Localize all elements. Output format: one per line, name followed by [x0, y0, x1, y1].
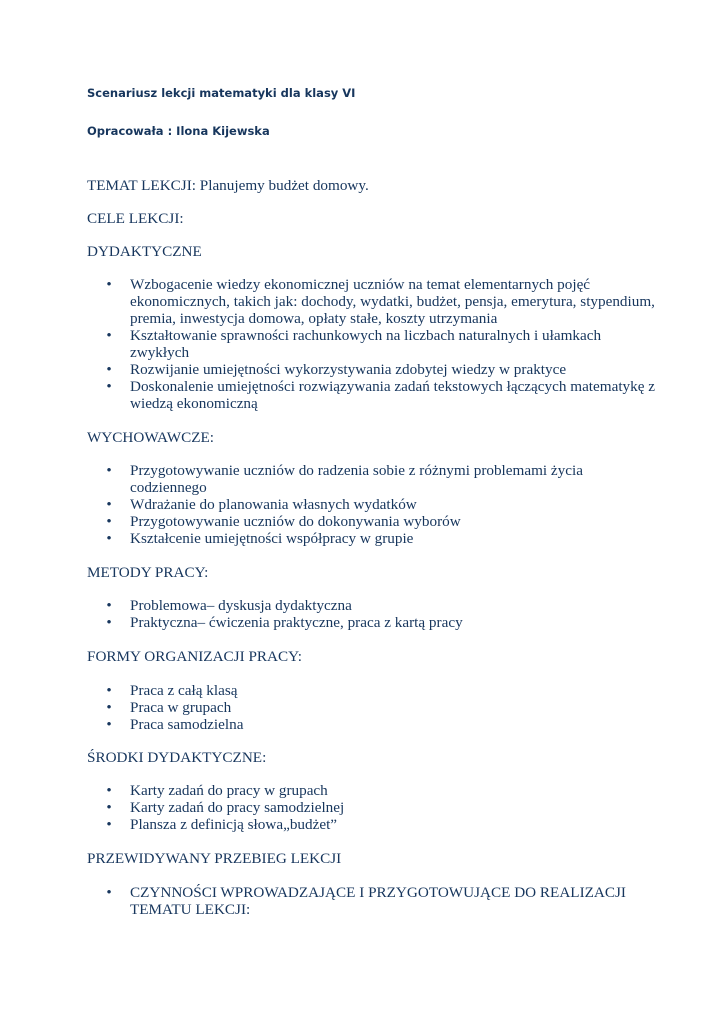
list-item-text: Problemowa– dyskusja dydaktyczna — [130, 597, 352, 614]
list-item-text: Praca z całą klasą — [130, 682, 238, 699]
bullet-icon: • — [106, 682, 112, 699]
bullet-icon: • — [106, 597, 112, 614]
list-item — [104, 716, 660, 733]
list-item — [104, 327, 660, 361]
list-item-text: Wdrażanie do planowania własnych wydatków — [130, 496, 417, 513]
list-item-text: Wzbogacenie wiedzy ekonomicznej uczniów na temat elementarnych pojęć ekonomicznych, takich jak: dochody, wydatki, budżet, pensja, emerytura, stypendium, premia, inwestycja domowa, opłaty stałe, koszty utrzymania — [130, 276, 655, 327]
list-item — [104, 530, 660, 547]
bullet-icon: • — [106, 462, 112, 479]
list-item — [104, 462, 660, 496]
bullet-icon: • — [106, 513, 112, 530]
list-item — [104, 699, 660, 716]
list-item-text: Praca samodzielna — [130, 716, 244, 733]
list-item — [104, 496, 660, 513]
bullet-icon: • — [106, 496, 112, 513]
bullet-icon: • — [106, 276, 112, 293]
list-item-text: Kształtowanie sprawności rachunkowych na liczbach naturalnych i ułamkach zwykłych — [130, 327, 602, 361]
forms-heading: FORMY ORGANIZACJI PRACY: — [87, 648, 302, 665]
list-item — [104, 597, 660, 614]
list-item-text: Plansza z definicją słowa„budżet” — [130, 816, 338, 833]
forms-list — [104, 682, 660, 733]
bullet-icon: • — [106, 361, 112, 378]
bullet-icon: • — [106, 782, 112, 799]
list-item-text: CZYNNOŚCI WPROWADZAJĄCE I PRZYGOTOWUJĄCE DO REALIZACJI TEMATU LEKCJI: — [130, 884, 626, 918]
document-author: Opracowała : Ilona Kijewska — [87, 124, 270, 138]
list-item — [104, 614, 660, 631]
bullet-icon: • — [106, 884, 112, 901]
list-item-text: Rozwijanie umiejętności wykorzystywania zdobytej wiedzy w praktyce — [130, 361, 567, 378]
didactic-list — [104, 276, 660, 412]
list-item — [104, 276, 660, 327]
methods-list — [104, 597, 660, 631]
bullet-icon: • — [106, 614, 112, 631]
list-item — [104, 799, 660, 816]
educational-list — [104, 462, 660, 547]
list-item-text: Kształcenie umiejętności współpracy w grupie — [130, 530, 414, 547]
bullet-icon: • — [106, 378, 112, 395]
list-item-text: Przygotowywanie uczniów do dokonywania wyborów — [130, 513, 461, 530]
bullet-icon: • — [106, 530, 112, 547]
bullet-icon: • — [106, 799, 112, 816]
document-title: Scenariusz lekcji matematyki dla klasy VI — [87, 86, 356, 100]
list-item — [104, 513, 660, 530]
list-item-text: Doskonalenie umiejętności rozwiązywania zadań tekstowych łączących matematykę z wiedzą ekonomiczną — [130, 378, 656, 412]
course-list — [104, 884, 660, 918]
list-item-text: Przygotowywanie uczniów do radzenia sobie z różnymi problemami życia codziennego — [130, 462, 583, 496]
list-item — [104, 816, 660, 833]
bullet-icon: • — [106, 327, 112, 344]
list-item — [104, 884, 660, 918]
lesson-topic: TEMAT LEKCJI: Planujemy budżet domowy. — [87, 177, 369, 194]
list-item — [104, 682, 660, 699]
course-heading: PRZEWIDYWANY PRZEBIEG LEKCJI — [87, 850, 342, 867]
list-item-text: Praktyczna– ćwiczenia praktyczne, praca z kartą pracy — [130, 614, 463, 631]
resources-heading: ŚRODKI DYDAKTYCZNE: — [87, 749, 267, 766]
educational-heading: WYCHOWAWCZE: — [87, 429, 215, 446]
list-item-text: Karty zadań do pracy samodzielnej — [130, 799, 345, 816]
goals-heading: CELE LEKCJI: — [87, 210, 184, 227]
methods-heading: METODY PRACY: — [87, 564, 209, 581]
list-item — [104, 361, 660, 378]
resources-list — [104, 782, 660, 833]
bullet-icon: • — [106, 716, 112, 733]
list-item-text: Karty zadań do pracy w grupach — [130, 782, 328, 799]
bullet-icon: • — [106, 699, 112, 716]
list-item-text: Praca w grupach — [130, 699, 232, 716]
list-item — [104, 378, 660, 412]
bullet-icon: • — [106, 816, 112, 833]
didactic-heading: DYDAKTYCZNE — [87, 243, 202, 260]
list-item — [104, 782, 660, 799]
